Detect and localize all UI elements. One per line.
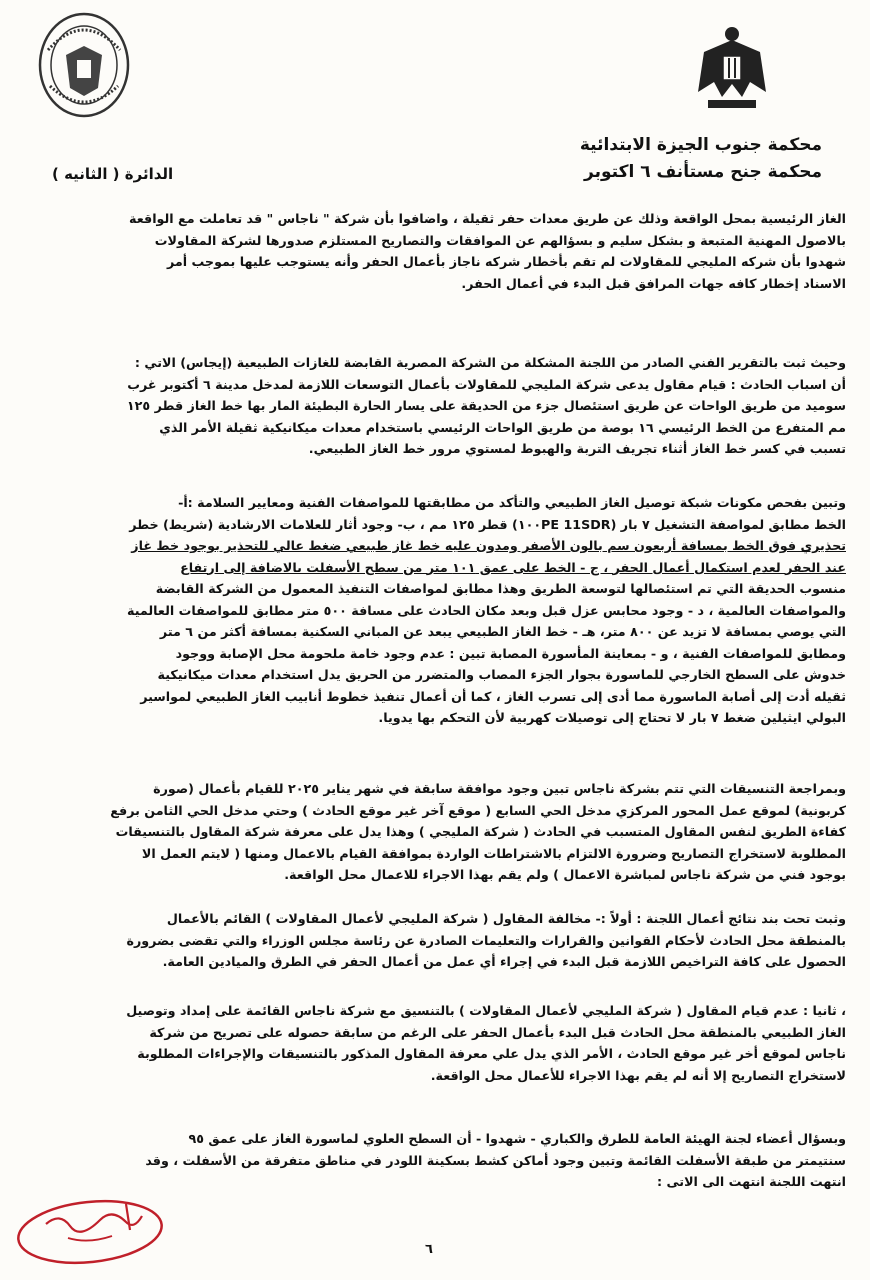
text-line: بالاصول المهنية المتبعة و بشكل سليم و بسؤالهم عن الموافقات والتصاريح المستلزم صدورها لشركة المقاولات (154, 232, 846, 248)
text-line: ، ثانيا : عدم قيام المقاول ( شركة المليجي لأعمال المقاولات ) بالتنسيق مع شركة ناجاس القائمة على إمداد وتوصيل (126, 1003, 846, 1018)
paragraph-witness-testimony (28, 208, 846, 294)
text-line: عند الحفر لعدم استكمال أعمال الحفر ، ج - الخط على عمق ١٠١ متر من سطح الأسفلت بالاضافة إلى ارتفاع (180, 559, 846, 575)
text-line: ثقيله أدت إلى أصابة الماسورة مما أدى إلى تسرب الغاز ، كما أن أعمال تنفيذ خطوط أنابيب الغاز الطبيعي لمواسير (140, 688, 846, 704)
text-line: والمواصفات العالمية ، د - وجود محابس عزل قبل وبعد مكان الحادث على مسافة ٥٠٠ متر مطابق للمواصفات العالمية (127, 602, 846, 618)
text-line: التي يوصي بمسافة لا تزيد عن ٨٠٠ متر، هـ - خط الغاز الطبيعي يبعد عن المباني السكنية بمسافة أكثر من ٦ متر (159, 624, 846, 639)
text-line: ومطابق للمواصفات الفنية ، و - بمعاينة المأسورة المصابة تبين : عدم وجود خامة ملحومة محل الإصابة ووجود (175, 645, 846, 661)
egypt-eagle-emblem (692, 22, 772, 114)
text-line: تحذيري فوق الخط بمسافة أربعون سم بالون الأصفر ومدون عليه خط غاز طبيعي ضغط عالي للتحذير بوجود خط غاز (131, 538, 846, 553)
text-line: وحيث ثبت بالتقرير الفني الصادر من اللجنة المشكلة من الشركة المصرية القابضة للغازات الطبيعية (إيجاس) الاتي : (134, 355, 846, 370)
text-line: انتهت اللجنة انتهت الى الاتى : (656, 1174, 846, 1189)
text-line: بالمنطقة محل الحادث لأحكام القوانين والقرارات والتعليمات الصادرة عن رئاسة مجلس الوزراء والتي تقضى بضرورة (126, 932, 846, 948)
text-line: الغاز الطبيعي بالمنطقة محل الحادث قبل البدء بأعمال الحفر على الرغم من سابقة حصوله على تصريح من شركة (149, 1024, 846, 1040)
text-line: سوميد من طريق الواحات عن طريق استئصال جزء من الحديقة على يسار الحارة البطيئة المار بها خط الغاز قطر ١٢٥ (126, 398, 846, 413)
court-seal-stamp (36, 10, 132, 120)
text-line: البولي ايثيلين ضغط ٧ بار لا تحتاج إلى توصيلات كهربية لأن التحكم بها يدويا. (378, 710, 846, 725)
court-header (580, 132, 822, 186)
text-line: وتبين بفحص مكونات شبكة توصيل الغاز الطبيعي والتأكد من مطابقتها للمواصفات الفنية ومعايير السلامة :أ- (178, 495, 846, 510)
text-line: شهدوا بأن شركه المليجي للمقاولات لم تقم بأخطار شركه ناجاز بأعمال الحفر وأنه يستوجب عليها بموجب أمر (166, 254, 846, 269)
text-line: بوجود فني من شركة ناجاس لمباشرة الاعمال ) ولم يقم بهذا الاجراء للاعمال محل الواقعة. (284, 867, 846, 882)
text-line: وبمراجعة التنسيقات التي تتم بشركة ناجاس تبين وجود موافقة سابقة في شهر يناير ٢٠٢٥ للقيام بأعمال (صورة (153, 781, 846, 796)
text-line: الخط مطابق لمواصفة التشغيل ٧ بار (11SDR ١٠٠PE) قطر ١٢٥ مم ، ب- وجود أثار للعلامات الارشادية (شريط) خطر (129, 516, 846, 532)
paragraph-network-inspection (28, 492, 846, 729)
court-name-primary: محكمة جنوب الجيزة الابتدائية (579, 135, 822, 155)
text-line: وثبت تحت بند نتائج أعمال اللجنة : أولاً :- مخالفة المقاول ( شركة المليجي لأعمال المقاولات ) القائم بالأعمال (166, 911, 846, 926)
text-line: تسبب في كسر خط الغاز أثناء تجريف التربة والهبوط لمستوي مرور خط الغاز الطبيعي. (308, 441, 846, 456)
court-name-appeals: محكمة جنح مستأنف ٦ اكتوبر (584, 162, 822, 182)
text-line: منسوب الحديقة التي تم استئصالها لتوسعة الطريق وهذا مطابق لمواصفات التنفيذ المعمول من الشركة القابضة (155, 581, 846, 596)
page-number: ٦ (425, 1242, 433, 1257)
text-line: مم المتفرع من الخط الرئيسي ١٦ بوصة من طريق الواحات الرئيسي باستخدام معدات ميكانيكية ثقيلة الأمر الذي (159, 419, 846, 435)
circuit-label: الدائرة ( الثانيه ) (52, 165, 174, 183)
paragraph-technical-report (28, 352, 846, 460)
text-line: لاستخراج التصاريح إلا أنه لم يقم بهذا الاجراء للأعمال محل الواقعة. (430, 1067, 846, 1083)
text-line: المطلوبة لاستخراج التصاريح وضرورة الالتزام بالاشتراطات الواردة بموافقة القيام بالاعمال ومنها ( لايتم العمل الا (141, 845, 846, 861)
text-line: الغاز الرئيسية بمحل الواقعة وذلك عن طريق معدات حفر ثقيلة ، واضافوا بأن شركة " ناجاس " قد تعاملت مع الواقعة (129, 211, 846, 226)
text-line: أن اسباب الحادث : قيام مقاول يدعى شركة المليجي للمقاولات بأعمال التوسعات اللازمة لمدخل مدينة ٦ أكتوبر غرب (127, 376, 846, 392)
text-line: سنتيمتر من طبقة الأسفلت القائمة وتبين وجود أماكن كشط بسكينة اللودر في مناطق متفرقة من الأسفلت ، وقد (145, 1152, 846, 1168)
text-line: الاسناد إخطار كافه جهات المرافق قبل البدء في أعمال الحفر. (461, 275, 846, 291)
paragraph-coordination-review (28, 778, 846, 886)
paragraph-committee-findings-first (28, 908, 846, 973)
paragraph-roads-authority-testimony (28, 1128, 846, 1193)
paragraph-committee-findings-second (28, 1000, 846, 1086)
handwritten-signature (8, 1190, 168, 1270)
text-line: كربونية) لموقع عمل المحور المركزي مدخل الحي السابع ( موقع آخر غير موقع الحادث ) وحتي مدخل الحي الثامن برفع (110, 802, 846, 818)
text-line: ناجاس لموقع أخر غير موقع الحادث ، الأمر الذي يدل علي معرفة المقاول المذكور بالتنسيقات والإجراءات المطلوبة (137, 1046, 846, 1061)
text-line: الحصول على كافة التراخيص اللازمة قبل البدء في إجراء أي عمل من أعمال الحفر في الطرق والميادين العامة. (162, 954, 846, 969)
text-line: خدوش على السطح الخارجي للماسورة بجوار الجزء المصاب والمتضرر من الحريق يدل استخدام معدات ميكانيكية (157, 667, 846, 682)
text-line: كفاءة الطريق لنفس المقاول المتسبب في الحادث ( شركة المليجي ) وهذا يدل على معرفة شركة المقاول بالتنسيقات (115, 824, 846, 839)
text-line: وبسؤال أعضاء لجنة الهيئة العامة للطرق والكباري - شهدوا - أن السطح العلوي لماسورة الغاز على عمق ٩٥ (188, 1131, 846, 1146)
